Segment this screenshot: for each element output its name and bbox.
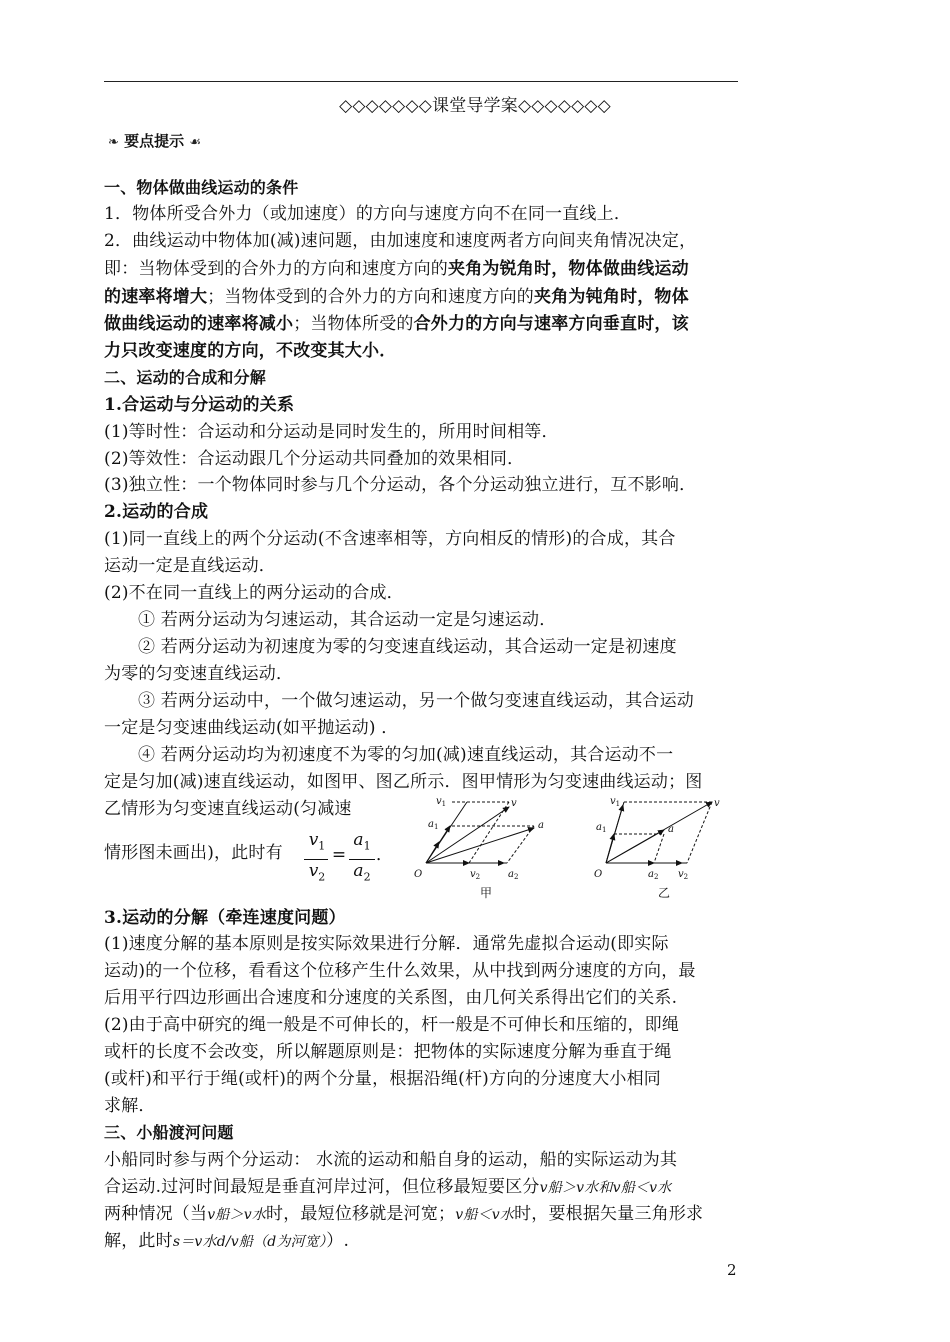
jia-label-a: a — [538, 820, 544, 831]
yi-label-a1: $a_1$ — [596, 822, 607, 834]
jia-label-o: O — [414, 869, 423, 880]
yi-label-a2: $a_2$ — [648, 869, 659, 881]
figure-jia — [426, 802, 534, 863]
s2-d1-line-3: 后用平行四边形画出合速度和分速度的关系图，由几何关系得出它们的关系. — [104, 988, 678, 1008]
s1-paragraph-1: 1．物体所受合外力（或加速度）的方向与速度方向不在同一直线上． — [104, 204, 632, 224]
s2-d2-line-2: 或杆的长度不会改变，所以解题原则是：把物体的实际速度分解为垂直于绳 — [104, 1042, 672, 1062]
s2-item-2: (2)等效性：合运动跟几个分运动共同叠加的效果相同． — [104, 449, 525, 469]
s2-c2d-line-3: 乙情形为匀变速直线运动(匀减速 — [104, 799, 352, 819]
s2-d1-line-1: (1)速度分解的基本原则是按实际效果进行分解．通常先虚拟合运动(即实际 — [104, 934, 669, 954]
figure-yi — [606, 802, 712, 863]
s2-item-1: (1)等时性：合运动和分运动是同时发生的，所用时间相等． — [104, 422, 559, 442]
s3-line-3: 两种情况（当v船＞v水时，最短位移就是河宽；v船＜v水时，要根据矢量三角形求 — [104, 1204, 704, 1224]
s2-subtitle-1: 1.合运动与分运动的关系 — [104, 395, 295, 415]
s2-d2-line-4: 求解． — [104, 1096, 156, 1116]
velocity-diagram-figure — [412, 790, 752, 900]
yi-label-o: O — [594, 869, 603, 880]
s1-p2-line-2: 即：当物体受到的合外力的方向和速度方向的夹角为锐角时，物体做曲线运动 — [104, 259, 689, 279]
section-1-title: 一、物体做曲线运动的条件 — [104, 178, 299, 197]
s2-subtitle-3: 3.运动的分解（牵连速度问题） — [104, 908, 346, 928]
key-points-text: 要点提示 — [124, 132, 185, 150]
yi-label-v: v — [714, 798, 720, 809]
jia-label-a1: $a_1$ — [428, 819, 439, 831]
s3-line-1: 小船同时参与两个分运动： 水流的运动和船自身的运动，船的实际运动为其 — [104, 1150, 678, 1170]
s2-c1-line-1: (1)同一直线上的两个分运动(不含速率相等，方向相反的情形)的合成，其合 — [104, 529, 676, 549]
jia-dashed-right-1 — [469, 802, 509, 863]
jia-dashed-right-2 — [507, 826, 534, 863]
formula-period: ． — [376, 845, 393, 865]
equals-sign: = — [331, 845, 347, 865]
key-points-label — [108, 130, 201, 151]
jia-label-v2: $v_2$ — [470, 869, 481, 881]
fraction-bar-right — [349, 859, 375, 860]
s2-d1-line-2: 运动)的一个位移，看看这个位移产生什么效果，从中找到两分速度的方向，最 — [104, 961, 696, 981]
yi-label-a: a — [668, 824, 674, 835]
numerator-a1: $a_1$ — [353, 830, 371, 853]
caption-jia: 甲 — [480, 886, 493, 900]
s1-p2-line-4: 做曲线运动的速率将减小；当物体所受的合外力的方向与速率方向垂直时，该 — [104, 314, 689, 334]
jia-label-v1: $v_1$ — [436, 796, 447, 808]
s2-c2: (2)不在同一直线上的两分运动的合成． — [104, 583, 404, 603]
header-rule — [104, 81, 738, 82]
s2-c2c-line-1: ③ 若两分运动中，一个做匀速运动，另一个做匀变速直线运动，其合运动 — [138, 691, 695, 711]
s2-c2d-line-2: 定是匀加(减)速直线运动，如图甲、图乙所示．图甲情形为匀变速曲线运动；图 — [104, 772, 703, 792]
denominator-v2: $v_2$ — [308, 861, 326, 884]
s2-d2-line-1: (2)由于高中研究的绳一般是不可伸长的，杆一般是不可伸长和压缩的，即绳 — [104, 1015, 680, 1035]
jia-label-v: v — [511, 798, 517, 809]
s1-p2-line-5: 力只改变速度的方向，不改变其大小． — [104, 341, 397, 361]
s2-c1-line-2: 运动一定是直线运动． — [104, 556, 276, 576]
s2-subtitle-2: 2.运动的合成 — [104, 502, 209, 522]
s3-line-2: 合运动.过河时间最短是垂直河岸过河，但位移最短要区分v船＞v水和v船＜v水 — [104, 1177, 672, 1197]
section-3-title: 三、小船渡河问题 — [104, 1123, 234, 1142]
yi-label-v1: $v_1$ — [610, 796, 621, 808]
s2-d2-line-3: (或杆)和平行于绳(或杆)的两个分量，根据沿绳(杆)方向的分速度大小相同 — [104, 1069, 661, 1089]
left-ornament-icon: ❧ — [108, 135, 119, 150]
jia-label-a2: $a_2$ — [508, 869, 519, 881]
section-2-title: 二、运动的合成和分解 — [104, 368, 267, 387]
s2-c2d-line-1: ④ 若两分运动均为初速度不为零的匀加(减)速直线运动，其合运动不一 — [138, 745, 674, 765]
yi-label-v2: $v_2$ — [678, 869, 689, 881]
page-header-title: ◇◇◇◇◇◇◇课堂导学案◇◇◇◇◇◇◇ — [339, 96, 611, 116]
s1-p2-line-3: 的速率将增大；当物体受到的合外力的方向和速度方向的夹角为钝角时，物体 — [104, 287, 689, 307]
s2-c2c-line-2: 一定是匀变速曲线运动(如平抛运动) ． — [104, 718, 399, 738]
yi-dashed-inner — [654, 834, 664, 863]
fraction-bar-left — [304, 859, 328, 860]
s2-c2b-line-1: ② 若两分运动为初速度为零的匀变速直线运动，其合运动一定是初速度 — [138, 637, 677, 657]
denominator-a2: $a_2$ — [353, 861, 371, 884]
s1-p2-line-1: 2．曲线运动中物体加(减)速问题，由加速度和速度两者方向间夹角情况决定， — [104, 231, 697, 251]
caption-yi: 乙 — [658, 886, 671, 900]
right-ornament-icon: ☙ — [189, 135, 202, 150]
s2-c2a: ① 若两分运动为匀速运动，其合运动一定是匀速运动． — [138, 610, 557, 630]
yi-dashed-right — [687, 802, 712, 863]
s3-line-4: 解，此时s＝v水d/v船（d为河宽））. — [104, 1231, 350, 1251]
jia-v-arrow — [426, 807, 509, 863]
s2-c2b-line-2: 为零的匀变速直线运动． — [104, 664, 294, 684]
jia-v1-arrow — [426, 826, 450, 863]
page-number: 2 — [727, 1261, 737, 1279]
s2-item-3: (3)独立性：一个物体同时参与几个分运动，各个分运动独立进行，互不影响． — [104, 475, 697, 495]
s2-c2d-line-4: 情形图未画出)，此时有 — [104, 843, 283, 863]
numerator-v1: $v_1$ — [308, 830, 326, 853]
